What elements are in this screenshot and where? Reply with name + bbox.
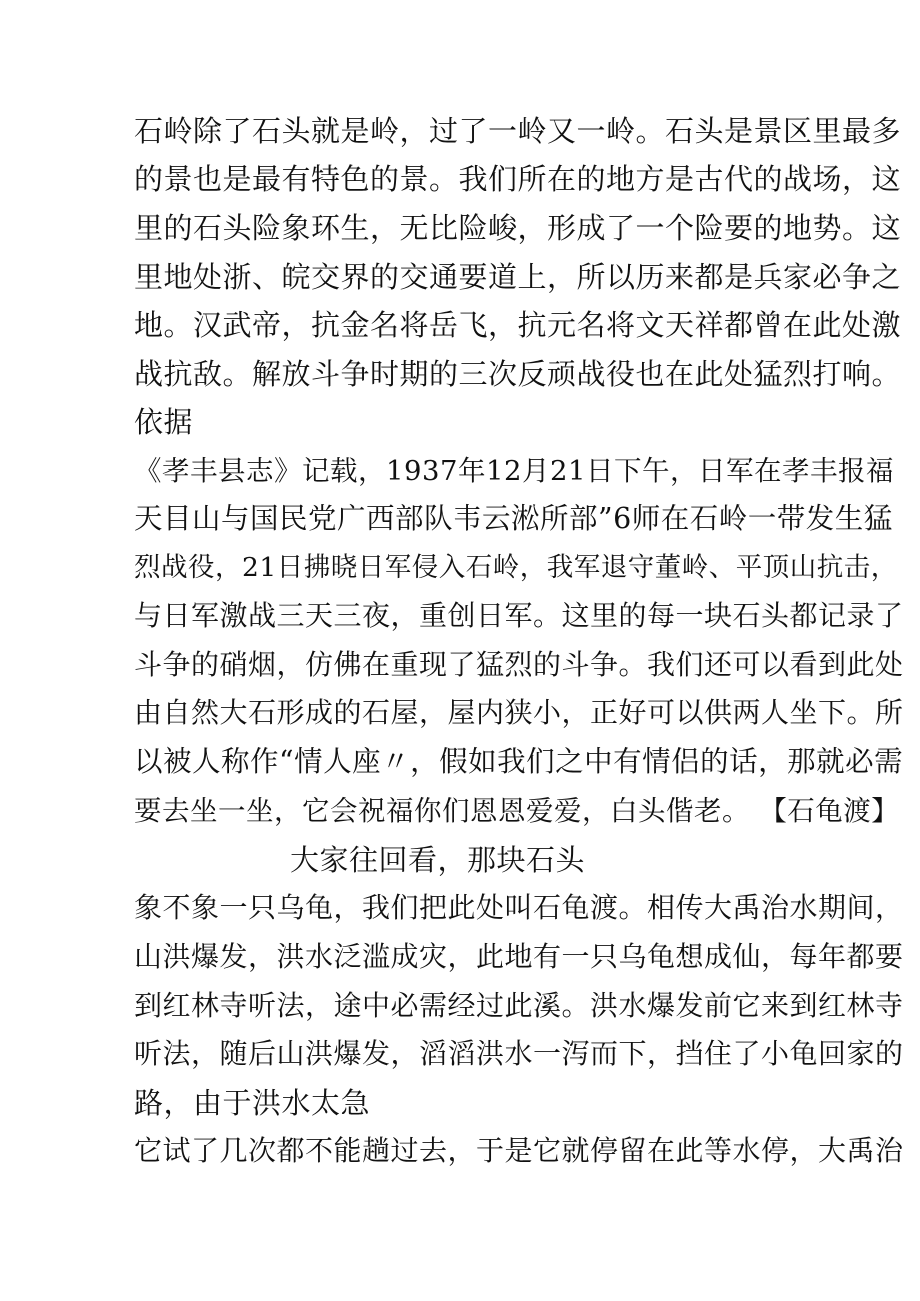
text-line: 由自然大石形成的石屋，屋内狭小，正好可以供两人坐下。所 (134, 696, 904, 729)
text-line: 听法，随后山洪爆发，滔滔洪水一泻而下，挡住了小龟回家的 (134, 1037, 904, 1070)
text-line: 它试了几次都不能趟过去，于是它就停留在此等水停，大禹治 (134, 1134, 904, 1167)
text-line: 山洪爆发，洪水泛滥成灾，此地有一只乌龟想成仙，每年都要 (134, 940, 904, 973)
text-line: 斗争的硝烟，仿佛在重现了猛烈的斗争。我们还可以看到此处 (134, 648, 904, 681)
text-line: 的景也是最有特色的景。我们所在的地方是古代的战场，这 (134, 162, 902, 196)
text-line: 天目山与国民党广西部队韦云淞所部”6师在石岭一带发生猛 (134, 502, 893, 535)
text-line: 里的石头险象环生，无比险峻，形成了一个险要的地势。这 (134, 211, 902, 245)
text-line: 烈战役，21日拂晓日军侵入石岭，我军退守董岭、平顶山抗击， (134, 552, 898, 583)
text-line: 战抗敌。解放斗争时期的三次反顽战役也在此处猛烈打响。 (134, 357, 902, 391)
text-line: 路，由于洪水太急 (134, 1086, 371, 1120)
text-line: 以被人称作“情人座〃，假如我们之中有情侣的话，那就必需 (134, 745, 904, 778)
text-line: 里地处浙、皖交界的交通要道上，所以历来都是兵家必争之 (134, 260, 902, 294)
text-line: 《孝丰县志》记载，1937年12月21日下午，日军在孝丰报福 (134, 455, 894, 487)
text-line: 与日军激战三天三夜，重创日军。这里的每一块石头都记录了 (134, 599, 904, 632)
text-line: 象不象一只乌龟，我们把此处叫石龟渡。相传大禹治水期间， (134, 891, 904, 924)
text-line: 地。汉武帝，抗金名将岳飞，抗元名将文天祥都曾在此处激 (134, 308, 902, 342)
text-line: 要去坐一坐，它会祝福你们恩恩爱爱，白头偕老。 【石龟渡】 (134, 795, 900, 827)
text-line: 大家往回看，那块石头 (290, 843, 586, 877)
text-line: 依据 (134, 405, 194, 439)
text-line: 石岭除了石头就是岭，过了一岭又一岭。石头是景区里最多 (134, 114, 902, 148)
text-line: 到红林寺听法，途中必需经过此溪。洪水爆发前它来到红林寺 (134, 989, 904, 1022)
